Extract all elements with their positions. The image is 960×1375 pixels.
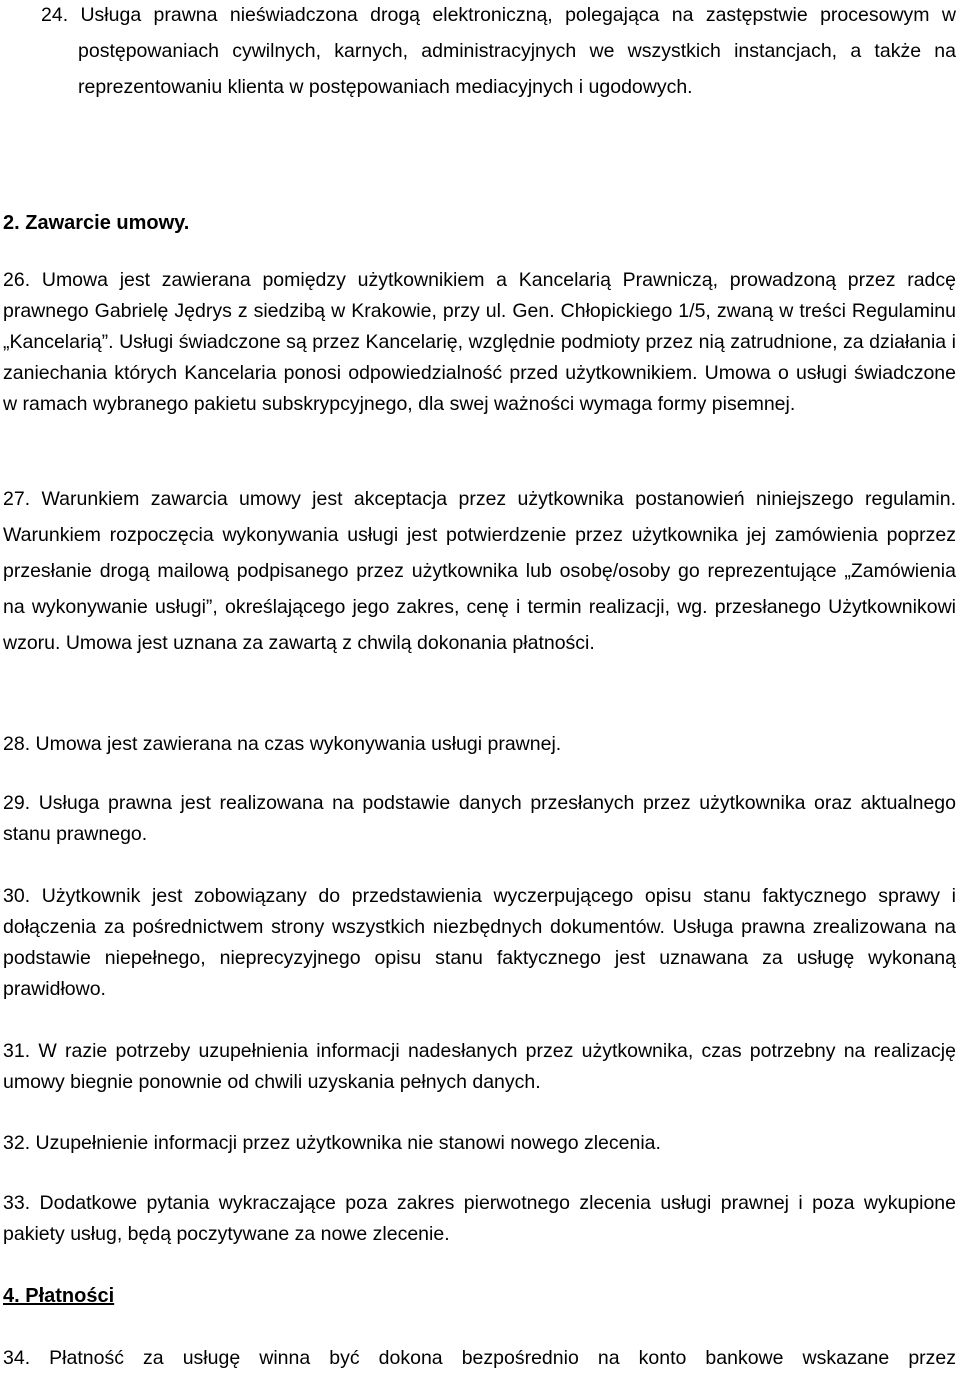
section-heading-2: 2. Zawarcie umowy. [3, 212, 190, 234]
paragraph-26: 26. Umowa jest zawierana pomiędzy użytkownikiem a Kancelarią Prawniczą, prowadzoną przez radcę prawnego Gabrielę Jędrys z siedzibą w Krakowie, przy ul. Gen. Chłopickiego 1/5, zwaną w treści Regulaminu „Kancelarią”. Usługi świadczone są przez Kancelarię, względnie podmioty przez nią zatrudnione, za działania i zaniechania których Kancelaria ponosi odpowiedzialność przed użytkownikiem. Umowa o usługi świadczone w ramach wybranego pakietu subskrypcyjnego, dla swej ważności wymaga formy pisemnej. [3, 269, 956, 415]
paragraph-30: 30. Użytkownik jest zobowiązany do przedstawienia wyczerpującego opisu stanu faktycznego sprawy i dołączenia za pośrednictwem strony wszystkich niezbędnych dokumentów. Usługa prawna zrealizowana na podstawie niepełnego, nieprecyzyjnego opisu stanu faktycznego jest uznawana za usługę wykonaną prawidłowo. [3, 885, 956, 1000]
section-heading-4: 4. Płatności [3, 1285, 115, 1307]
paragraph-24: 24. Usługa prawna nieświadczona drogą elektroniczną, polegająca na zastępstwie procesowym w postępowaniach cywilnych, karnych, administracyjnych we wszystkich instancjach, a także na reprezentowaniu klienta w postępowaniach mediacyjnych i ugodowych. [41, 4, 956, 98]
paragraph-28: 28. Umowa jest zawierana na czas wykonywania usługi prawnej. [3, 733, 562, 755]
paragraph-29: 29. Usługa prawna jest realizowana na podstawie danych przesłanych przez użytkownika oraz aktualnego stanu prawnego. [3, 792, 956, 845]
paragraph-34: 34. Płatność za usługę winna być dokona bezpośrednio na konto bankowe wskazane przez [3, 1347, 956, 1369]
paragraph-33: 33. Dodatkowe pytania wykraczające poza zakres pierwotnego zlecenia usługi prawnej i poza wykupione pakiety usług, będą poczytywane za nowe zlecenie. [3, 1192, 956, 1245]
paragraph-31: 31. W razie potrzeby uzupełnienia informacji nadesłanych przez użytkownika, czas potrzebny na realizację umowy biegnie ponownie od chwili uzyskania pełnych danych. [3, 1040, 956, 1093]
paragraph-27: 27. Warunkiem zawarcia umowy jest akceptacja przez użytkownika postanowień niniejszego regulamin. Warunkiem rozpoczęcia wykonywania usługi jest potwierdzenie przez użytkownika jej zamówienia poprzez przesłanie drogą mailową podpisanego przez użytkownika lub osobę/osoby go reprezentujące „Zamówienia na wykonywanie usługi”, określającego jego zakres, cenę i termin realizacji, wg. przesłanego Użytkownikowi wzoru. Umowa jest uznana za zawartą z chwilą dokonania płatności. [3, 488, 956, 654]
paragraph-32: 32. Uzupełnienie informacji przez użytkownika nie stanowi nowego zlecenia. [3, 1132, 661, 1154]
